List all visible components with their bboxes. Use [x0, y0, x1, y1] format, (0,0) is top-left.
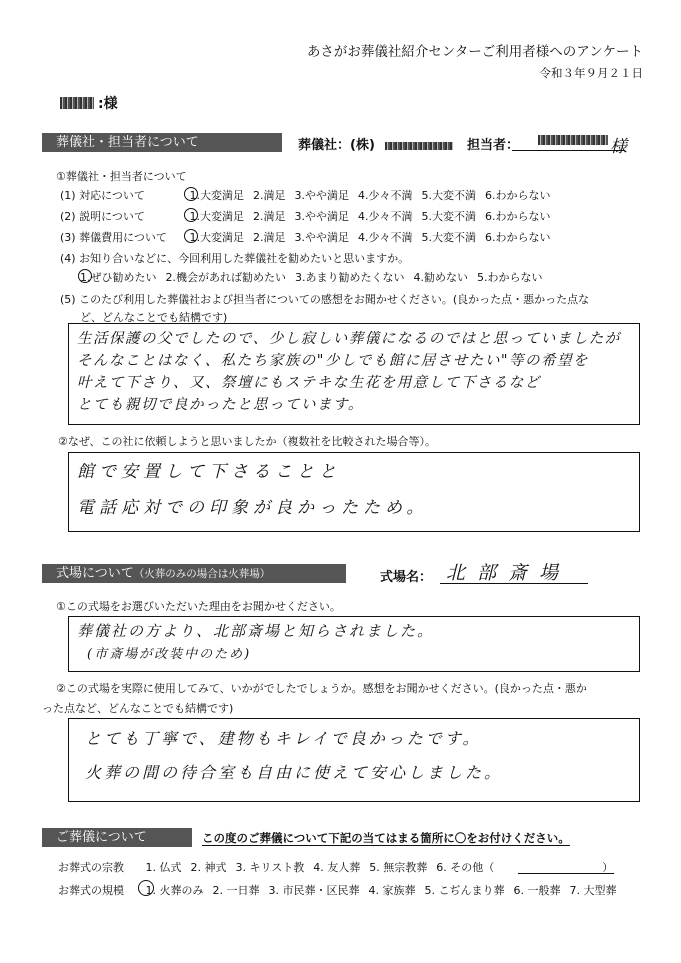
rating-option[interactable]: 6.わからない: [485, 189, 551, 202]
venue-q2-answer: [69, 719, 639, 791]
rating-label: (1) 対応について: [60, 189, 145, 202]
venue-q2-answer-box: [68, 718, 640, 802]
selected-circle: [78, 269, 92, 283]
question-5-line1: (5) このたび利用した葬儀社および担当者についての感想をお聞かせください。(良かった点・悪かった点な: [60, 293, 590, 306]
question-6: ②なぜ、この社に依頼しようと思いましたか（複数社を比較された場合等）。: [58, 435, 437, 448]
rating-option[interactable]: 1.大変満足: [189, 210, 244, 223]
answer-line: 火葬の間の待合室も自由に使えて安心しました。: [85, 763, 504, 782]
section-heading-text: ご葬儀について: [56, 830, 147, 845]
religion-close-paren: ）: [602, 861, 614, 874]
staff-label: 担当者：: [467, 138, 520, 153]
q6-answer-box: [68, 452, 640, 532]
rating-option[interactable]: 6.わからない: [485, 231, 551, 244]
rating-option[interactable]: 4.少々不満: [358, 210, 413, 223]
religion-option[interactable]: 2. 神式: [190, 861, 227, 874]
section-heading-text: 葬儀社・担当者について: [56, 135, 199, 150]
section-heading-funeral: [42, 828, 192, 847]
venue-q1-answer-box: [68, 616, 640, 672]
redacted-name: [60, 97, 94, 109]
rating-option[interactable]: 4.少々不満: [358, 189, 413, 202]
survey-title: あさがお葬儀社紹介センターご利用者様へのアンケート: [306, 44, 643, 60]
rating-option[interactable]: 1.大変満足: [189, 189, 244, 202]
selected-circle: [184, 187, 198, 201]
redacted-staff: [538, 135, 608, 145]
q5-answer-box: [68, 323, 640, 425]
instruction-text: この度のご葬儀について下記の当てはまる箇所に〇をお付けください。: [202, 831, 570, 845]
section-heading-venue: [42, 564, 346, 583]
answer-line: 葬儀社の方より、北部斎場と知らされました。: [77, 622, 435, 640]
rating-option[interactable]: 5.大変不満: [421, 231, 476, 244]
section-heading-funeral-company: [42, 133, 282, 152]
rating-option[interactable]: 6.わからない: [485, 210, 551, 223]
selected-circle: [184, 229, 198, 243]
answer-line: とても丁寧で、建物もキレイで良かったです。: [85, 729, 482, 748]
recommend-option[interactable]: 1.ぜひ勧めたい: [80, 271, 157, 284]
funeral-instruction: [202, 830, 570, 846]
customer-name: [60, 93, 118, 113]
rating-option[interactable]: 5.大変不満: [421, 210, 476, 223]
customer-suffix: :様: [98, 96, 118, 112]
section-heading-text: 式場について: [56, 566, 134, 581]
scale-option[interactable]: 2. 一日葬: [212, 884, 260, 897]
rating-option[interactable]: 2.満足: [253, 210, 286, 223]
answer-line: とても親切で良かったと思っています。: [77, 397, 364, 413]
scale-option[interactable]: 7. 大型葬: [569, 884, 617, 897]
religion-option[interactable]: 3. キリスト教: [235, 861, 305, 874]
rating-row-cost: [60, 229, 560, 245]
q6-answer: [69, 453, 639, 529]
rating-label: (2) 説明について: [60, 210, 145, 223]
rating-row-response: [60, 187, 560, 203]
survey-date: 令和３年９月２１日: [539, 66, 643, 80]
rating-option[interactable]: 4.少々不満: [358, 231, 413, 244]
answer-line: 生活保護の父でしたので、少し寂しい葬儀になるのではと思っていましたが: [77, 331, 621, 347]
answer-line: (市斎場が改装中のため): [87, 647, 252, 662]
venue-question-2-line2: った点など、どんなことでも結構です): [42, 702, 234, 715]
rating-option[interactable]: 2.満足: [253, 231, 286, 244]
religion-other-underline: [518, 873, 614, 874]
answer-line: 叶えて下さり、又、祭壇にもステキな生花を用意して下さるなど: [77, 375, 541, 391]
q5-answer: [69, 324, 639, 416]
rating-option[interactable]: 5.大変不満: [421, 189, 476, 202]
recommend-option[interactable]: 5.わからない: [477, 271, 543, 284]
staff-underline: [512, 150, 624, 151]
company-label: 葬儀社：(株): [298, 138, 375, 153]
venue-value: 北部斎場: [446, 562, 571, 584]
selected-circle: [184, 208, 198, 222]
rating-option[interactable]: 3.やや満足: [294, 231, 349, 244]
staff-suffix: 様: [610, 137, 630, 157]
recommend-option[interactable]: 2.機会があれば勧めたい: [165, 271, 286, 284]
selected-circle: [138, 880, 154, 896]
religion-option[interactable]: 5. 無宗教葬: [369, 861, 428, 874]
venue-q1-answer: [69, 617, 639, 667]
scale-option[interactable]: 4. 家族葬: [368, 884, 416, 897]
rating-row-explanation: [60, 208, 560, 224]
redacted-company: [385, 142, 453, 150]
section-heading-note: （火葬のみの場合は火葬場）: [133, 568, 271, 580]
rating-label: (3) 葬儀費用について: [60, 231, 167, 244]
venue-question-1: ①この式場をお選びいただいた理由をお聞かせください。: [56, 600, 341, 613]
venue-question-2-line1: ②この式場を実際に使用してみて、いかがでしたでしょうか。感想をお聞かせください。(良かった点・悪か: [56, 682, 587, 695]
scale-option[interactable]: 6. 一般葬: [513, 884, 561, 897]
company-field: [298, 134, 453, 153]
question-5-line2: ど、どんなことでも結構です): [80, 311, 228, 324]
scale-label: お葬式の規模: [58, 884, 124, 897]
scale-option[interactable]: 5. こぢんまり葬: [424, 884, 505, 897]
scale-option[interactable]: 3. 市民葬・区民葬: [268, 884, 360, 897]
recommend-option[interactable]: 4.勧めない: [413, 271, 468, 284]
religion-option[interactable]: 4. 友人葬: [313, 861, 361, 874]
rating-option[interactable]: 2.満足: [253, 189, 286, 202]
answer-line: 電話応対での印象が良かったため。: [77, 498, 429, 518]
religion-label: お葬式の宗教: [58, 861, 124, 874]
question-4: (4) お知り合いなどに、今回利用した葬儀社を勧めたいと思いますか。: [60, 252, 410, 265]
answer-line: 館で安置して下さることと: [77, 462, 341, 482]
rating-option[interactable]: 1.大変満足: [189, 231, 244, 244]
religion-option[interactable]: 1. 仏式: [145, 861, 182, 874]
answer-line: そんなことはなく、私たち家族の"少しでも館に居させたい"等の希望を: [77, 353, 590, 369]
recommend-option[interactable]: 3.あまり勧めたくない: [295, 271, 405, 284]
q4-options: [80, 269, 552, 285]
scale-option[interactable]: 1. 火葬のみ: [145, 884, 204, 897]
rating-option[interactable]: 3.やや満足: [294, 210, 349, 223]
rating-option[interactable]: 3.やや満足: [294, 189, 349, 202]
sub-heading-company: ①葬儀社・担当者について: [56, 170, 187, 183]
religion-option[interactable]: 6. その他（: [436, 861, 495, 874]
venue-label: 式場名：: [380, 570, 433, 585]
